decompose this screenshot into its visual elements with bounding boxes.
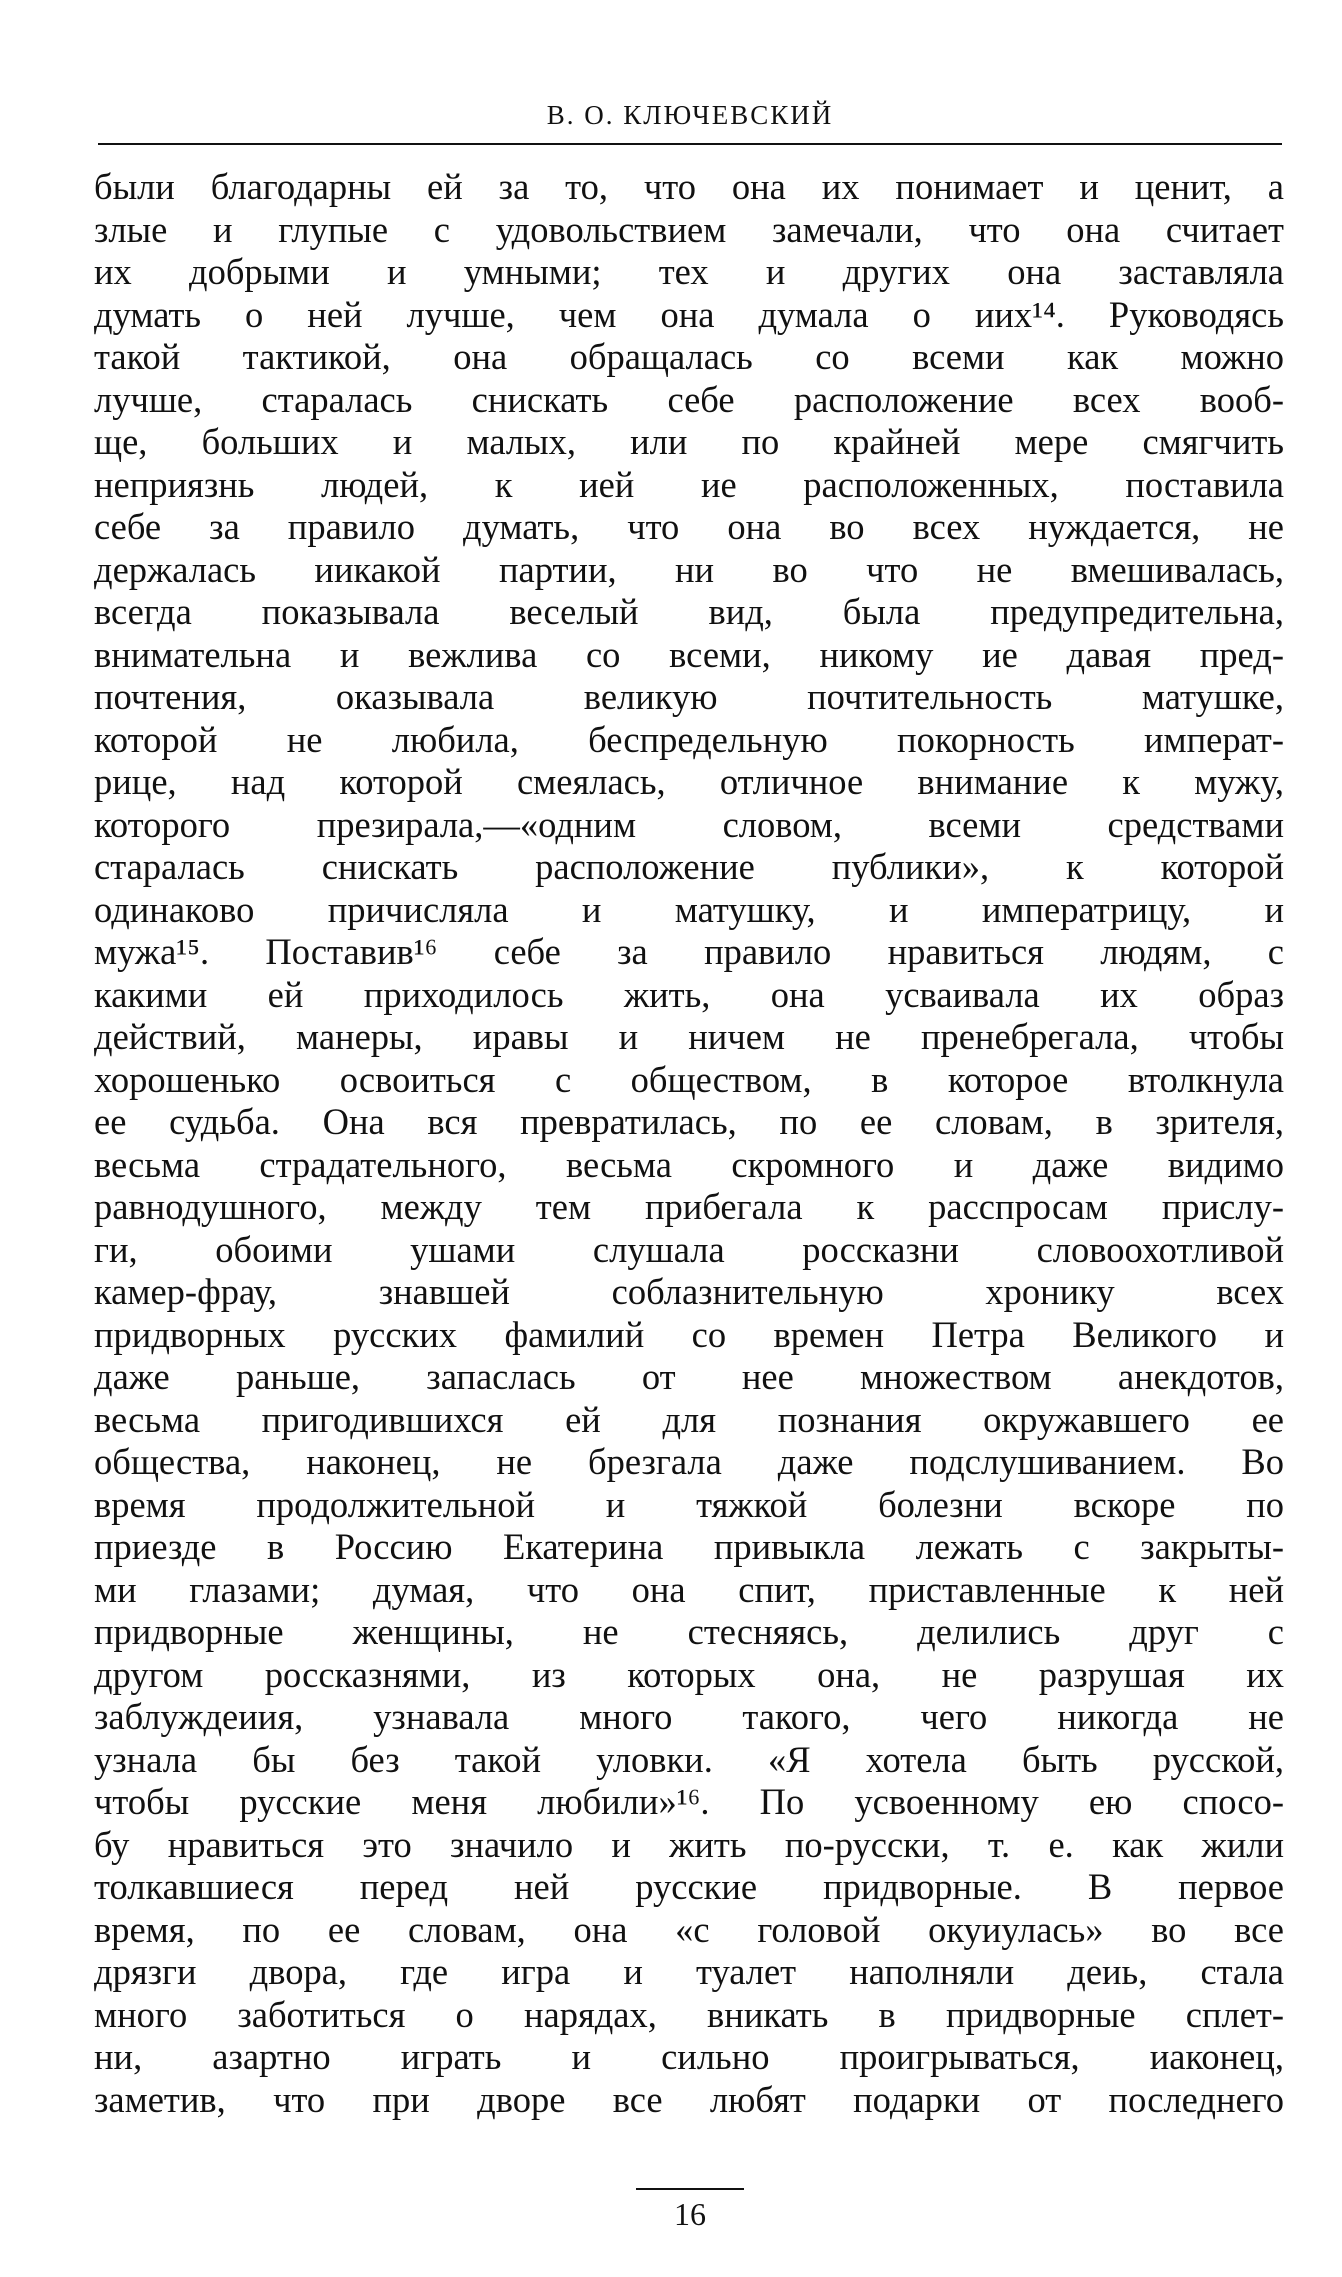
- body-text: [94, 166, 1284, 2121]
- text-line: ее судьба. Она вся превратилась, по ее словам, в зрителя,: [94, 1101, 1284, 1142]
- text-line: рице, над которой смеялась, отличное внимание к мужу,: [94, 761, 1284, 802]
- text-line: равнодушного, между тем прибегала к расспросам прислу-: [94, 1186, 1284, 1227]
- text-line: много заботиться о нарядах, вникать в придворные сплет-: [94, 1993, 1284, 2035]
- text-line: заблуждеиия, узнавала много такого, чего никогда не: [94, 1696, 1284, 1737]
- text-line: почтения, оказывала великую почтительность матушке,: [94, 676, 1284, 717]
- text-line: какими ей приходилось жить, она усваивала их образ: [94, 973, 1284, 1015]
- text-line: мужа¹⁵. Поставив¹⁶ себе за правило нравиться людям, с: [94, 931, 1284, 972]
- text-line: которого презирала,—«одним словом, всеми средствами: [94, 803, 1284, 845]
- text-line: камер-фрау, знавшей соблазнительную хронику всех: [94, 1271, 1284, 1312]
- text-line: весьма пригодившихся ей для познания окружавшего ее: [94, 1398, 1284, 1440]
- text-line: заметив, что при дворе все любят подарки от последнего: [94, 2078, 1284, 2120]
- text-line: другом россказнями, из которых она, не разрушая их: [94, 1653, 1284, 1695]
- text-line: придворных русских фамилий со времен Петра Великого и: [94, 1313, 1284, 1355]
- text-line: лучше, старалась снискать себе расположение всех вооб-: [94, 378, 1284, 420]
- text-line: которой не любила, беспредельную покорность императ-: [94, 718, 1284, 760]
- text-line: действий, манеры, иравы и ничем не пренебрегала, чтобы: [94, 1016, 1284, 1057]
- text-line: внимательна и вежлива со всеми, никому ие давая пред-: [94, 633, 1284, 675]
- text-line: ще, больших и малых, или по крайней мере смягчить: [94, 421, 1284, 462]
- text-line: даже раньше, запаслась от нее множеством анекдотов,: [94, 1356, 1284, 1397]
- text-line: одинаково причисляла и матушку, и императрицу, и: [94, 888, 1284, 930]
- text-line: придворные женщины, не стесняясь, делились друг с: [94, 1611, 1284, 1652]
- text-line: толкавшиеся перед ней русские придворные. В первое: [94, 1866, 1284, 1907]
- text-line: хорошенько освоиться с обществом, в которое втолкнула: [94, 1058, 1284, 1100]
- text-line: злые и глупые с удовольствием замечали, что она считает: [94, 208, 1284, 250]
- text-line: ми глазами; думая, что она спит, приставленные к ней: [94, 1568, 1284, 1610]
- footer-rule: [636, 2188, 744, 2190]
- text-line: ни, азартно играть и сильно проигрываться, иаконец,: [94, 2036, 1284, 2077]
- text-line: время продолжительной и тяжкой болезни вскоре по: [94, 1483, 1284, 1525]
- text-line: бу нравиться это значило и жить по-русски, т. е. как жили: [94, 1823, 1284, 1865]
- text-line: себе за правило думать, что она во всех нуждается, не: [94, 506, 1284, 547]
- text-line: чтобы русские меня любили»¹⁶. По усвоенному ею спосо-: [94, 1781, 1284, 1822]
- header-rule: [98, 143, 1282, 145]
- text-line: дрязги двора, где игра и туалет наполняли деиь, стала: [94, 1951, 1284, 1992]
- text-line: приезде в Россию Екатерина привыкла лежать с закрыты-: [94, 1526, 1284, 1567]
- text-line: весьма страдательного, весьма скромного и даже видимо: [94, 1143, 1284, 1185]
- text-line: общества, наконец, не брезгала даже подслушиванием. Во: [94, 1441, 1284, 1482]
- text-line: думать о ней лучше, чем она думала о иих¹⁴. Руководясь: [94, 293, 1284, 335]
- text-line: старалась снискать расположение публики», к которой: [94, 846, 1284, 887]
- text-line: всегда показывала веселый вид, была предупредительна,: [94, 591, 1284, 632]
- text-line: узнала бы без такой уловки. «Я хотела быть русской,: [94, 1738, 1284, 1780]
- text-line: были благодарны ей за то, что она их понимает и ценит, а: [94, 166, 1284, 207]
- text-line: такой тактикой, она обращалась со всеми как можно: [94, 336, 1284, 377]
- text-line: их добрыми и умными; тех и других она заставляла: [94, 251, 1284, 292]
- page-number: 16: [674, 2196, 706, 2232]
- text-line: время, по ее словам, она «с головой окуиулась» во все: [94, 1908, 1284, 1950]
- text-line: держалась иикакой партии, ни во что не вмешивалась,: [94, 548, 1284, 590]
- running-header: В. О. КЛЮЧЕВСКИЙ: [546, 100, 834, 130]
- text-line: неприязнь людей, к ией ие расположенных, поставила: [94, 463, 1284, 505]
- text-line: ги, обоими ушами слушала россказни словоохотливой: [94, 1228, 1284, 1270]
